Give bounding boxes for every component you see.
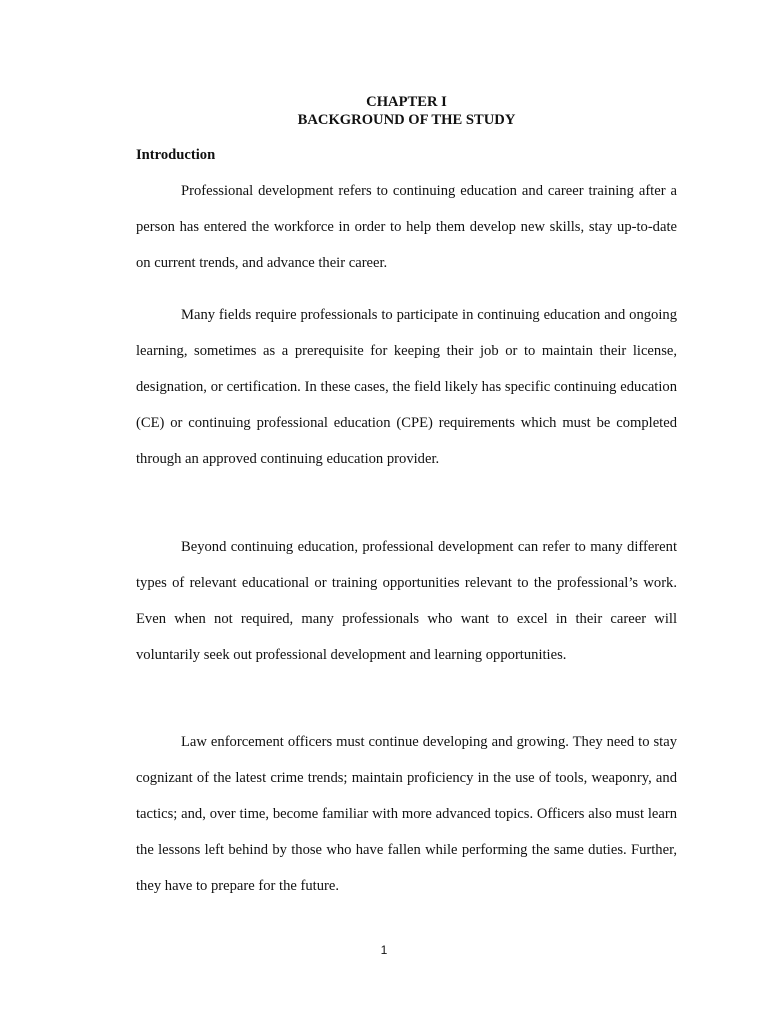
paragraph: Beyond continuing education, professional development can refer to many different types of relevant educational or training opportunities relevant to the professional’s work. Even when not required, many professionals who want to excel in their career will voluntarily seek out professional development and learning opportunities.: [136, 539, 677, 663]
paragraph: Professional development refers to continuing education and career training after a person has entered the workforce in order to help them develop new skills, stay up-to-date on current trends, and advance their career.: [136, 183, 677, 271]
chapter-title: BACKGROUND OF THE STUDY: [297, 112, 516, 128]
paragraph: Law enforcement officers must continue developing and growing. They need to stay cognizant of the latest crime trends; maintain proficiency in the use of tools, weaponry, and tactics; and, over time, become familiar with more advanced topics. Officers also must learn the lessons left behind by those who have fallen while performing the same duties. Further, they have to prepare for the future.: [136, 734, 677, 894]
section-heading: Introduction: [136, 147, 216, 163]
page-number: 1: [380, 943, 388, 957]
chapter-number: CHAPTER I: [366, 94, 447, 110]
chapter-heading: [136, 93, 677, 129]
paragraph: Many fields require professionals to participate in continuing education and ongoing learning, sometimes as a prerequisite for keeping their job or to maintain their license, designation, or certification. In these cases, the field likely has specific continuing education (CE) or continuing professional education (CPE) requirements which must be completed through an approved continuing education provider.: [136, 307, 677, 467]
